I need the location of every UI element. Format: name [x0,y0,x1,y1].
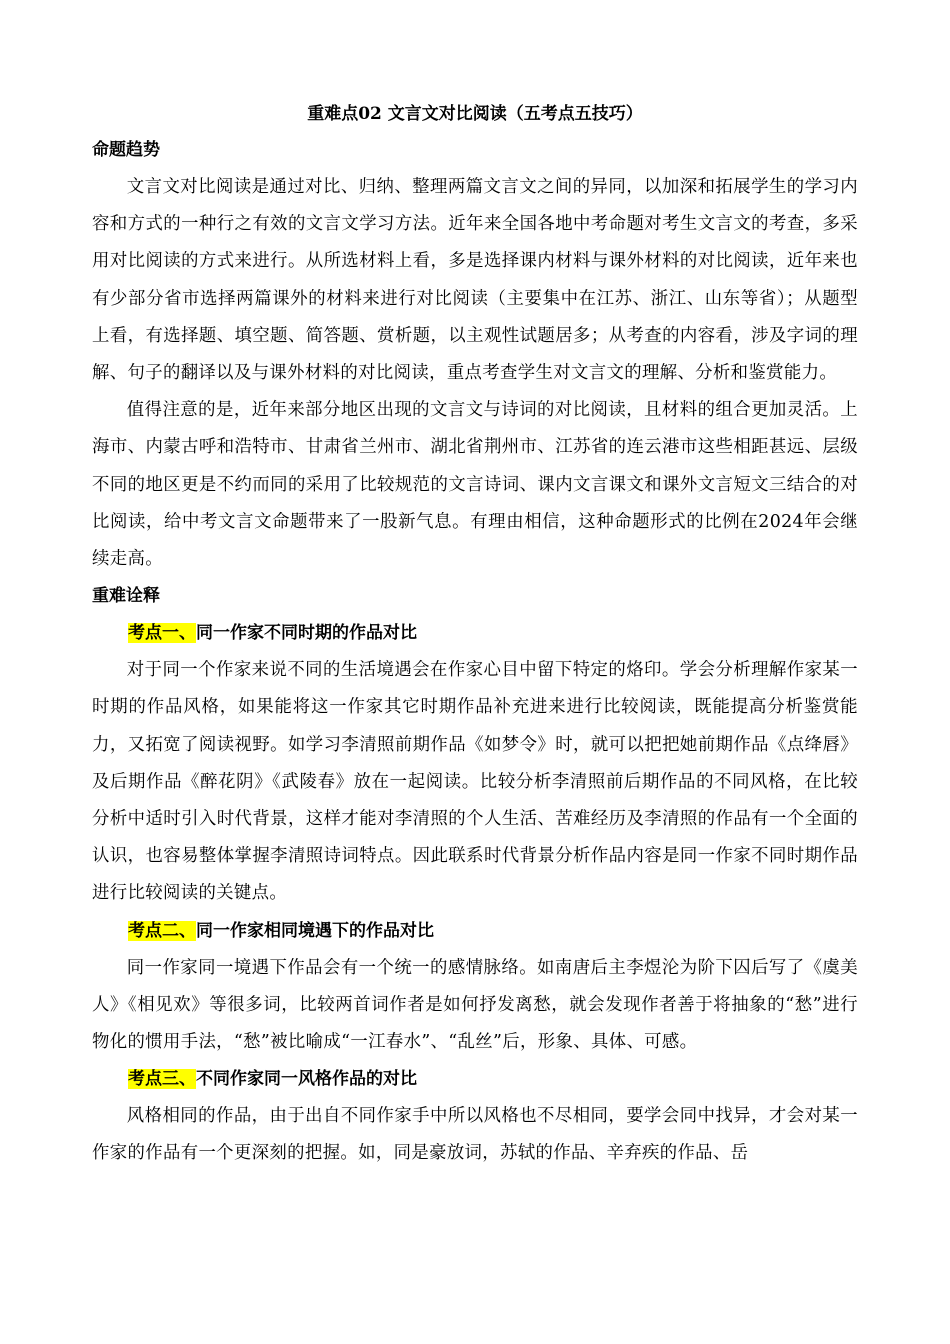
kaodian-2-title: 同一作家相同境遇下的作品对比 [196,920,434,941]
paragraph-trend-1: 文言文对比阅读是通过对比、归纳、整理两篇文言文之间的异同，以加深和拓展学生的学习内容和方式的一种行之有效的文言文学习方法。近年来全国各地中考命题对考生文言文的考查，多采用对比阅读的方式来进行。从所选材料上看，多是选择课内材料与课外材料的对比阅读，近年来也有少部分省市选择两篇课外的材料来进行对比阅读（主要集中在江苏、浙江、山东等省）；从题型上看，有选择题、填空题、简答题、赏析题，以主观性试题居多；从考查的内容看，涉及字词的理解、句子的翻译以及与课外材料的对比阅读，重点考查学生对文言文的理解、分析和鉴赏能力。 [92,177,858,384]
document-title: 重难点02 文言文对比阅读（五考点五技巧） [307,104,643,124]
kaodian-3-tag: 考点三、 [128,1069,196,1090]
paragraph-trend-2: 值得注意的是，近年来部分地区出现的文言文与诗词的对比阅读，且材料的组合更加灵活。上海市、内蒙古呼和浩特市、甘肃省兰州市、湖北省荆州市、江苏省的连云港市这些相距甚远、层级不同的地区更是不约而同的采用了比较规范的文言诗词、课内文言课文和课外文言短文三结合的对比阅读，给中考文言文命题带来了一股新气息。有理由相信，这种命题形式的比例在2024年会继续走高。 [92,400,858,570]
kaodian-2-heading [92,913,858,950]
kaodian-2-paragraph: 同一作家同一境遇下作品会有一个统一的感情脉络。如南唐后主李煜沦为阶下囚后写了《虞美人》《相见欢》等很多词，比较两首词作者是如何抒发离愁，就会发现作者善于将抽象的“愁”进行物化的惯用手法，“愁”被比喻成“一江春水”、“乱丝”后，形象、具体、可感。 [92,957,858,1053]
kaodian-1-title: 同一作家不同时期的作品对比 [196,623,417,644]
section-heading-trend: 命题趋势 [92,140,160,160]
kaodian-2-tag: 考点二、 [128,920,196,941]
document-page [92,100,858,1173]
section-heading-explain: 重难诠释 [92,586,160,607]
kaodian-3-paragraph: 风格相同的作品，由于出自不同作家手中所以风格也不尽相同，要学会同中找异，才会对某一作家的作品有一个更深刻的把握。如，同是豪放词，苏轼的作品、辛弃疾的作品、岳 [92,1106,858,1164]
kaodian-3-title: 不同作家同一风格作品的对比 [196,1069,417,1090]
kaodian-1-heading [92,615,858,652]
kaodian-1-tag: 考点一、 [128,623,196,644]
kaodian-1-paragraph: 对于同一个作家来说不同的生活境遇会在作家心目中留下特定的烙印。学会分析理解作家某一时期的作品风格，如果能将这一作家其它时期作品补充进来进行比较阅读，既能提高分析鉴赏能力，又拓宽了阅读视野。如学习李清照前期作品《如梦令》时，就可以把把她前期作品《点绛唇》及后期作品《醉花阴》《武陵春》放在一起阅读。比较分析李清照前后期作品的不同风格，在比较分析中适时引入时代背景，这样才能对李清照的个人生活、苦难经历及李清照的作品有一个全面的认识，也容易整体掌握李清照诗词特点。因此联系时代背景分析作品内容是同一作家不同时期作品进行比较阅读的关键点。 [92,660,858,904]
kaodian-3-heading [92,1061,858,1098]
